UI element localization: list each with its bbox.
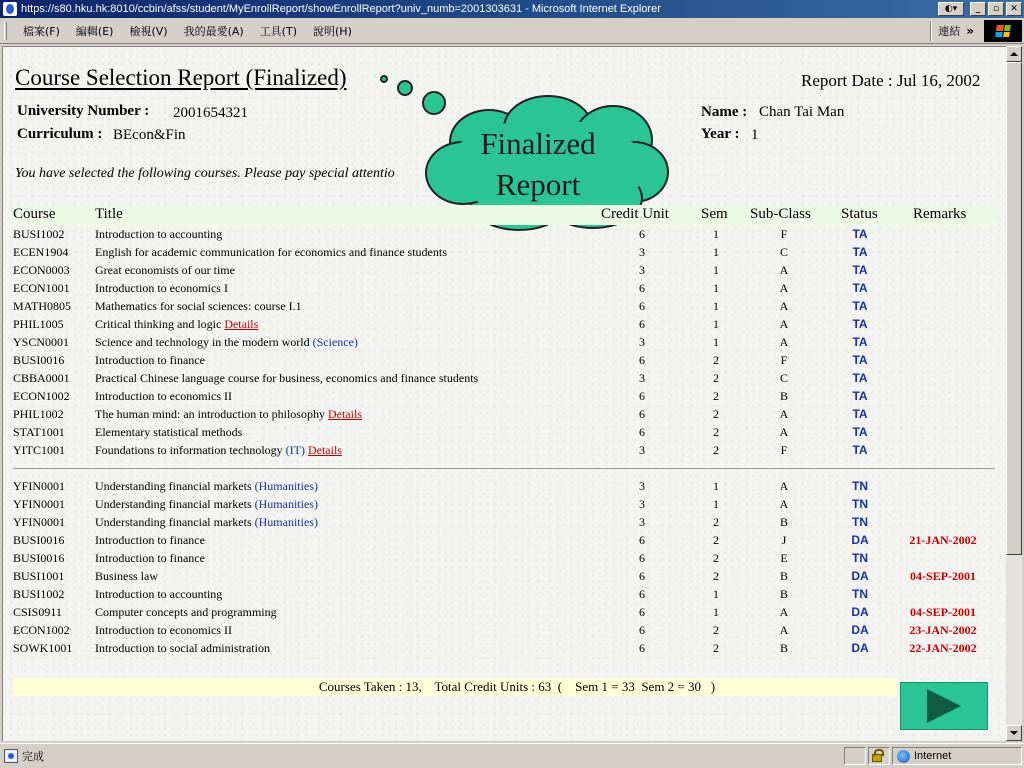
status-code: TA — [852, 299, 868, 313]
sub-class: C — [779, 371, 788, 385]
table-header — [13, 205, 995, 225]
credit-unit: 6 — [639, 299, 645, 313]
course-title: English for academic communication for economics and finance students — [95, 245, 447, 259]
course-code: YITC1001 — [13, 443, 65, 457]
status-code: TA — [852, 353, 868, 367]
semester: 1 — [713, 317, 719, 331]
course-title: Practical Chinese language course for business, economics and finance students — [95, 371, 479, 385]
status-code: TA — [852, 317, 868, 331]
toolbar-grip[interactable] — [4, 22, 7, 40]
course-category-tag: (Humanities) — [254, 497, 318, 511]
course-title: Mathematics for social sciences: course I.1 — [95, 299, 302, 313]
credit-unit: 3 — [639, 515, 645, 529]
status-text: 完成 — [22, 750, 44, 763]
course-code: YSCN0001 — [13, 335, 70, 349]
course-title: Foundations to information technology — [95, 443, 283, 457]
windows-logo-icon — [984, 20, 1022, 42]
bubble-dot-medium — [397, 80, 413, 96]
sub-class: A — [779, 497, 789, 511]
page-done-icon — [4, 749, 18, 763]
course-code: BUSI1002 — [13, 227, 65, 241]
menu-bar — [0, 18, 1024, 44]
course-code: ECON1002 — [13, 389, 70, 403]
table-row — [13, 603, 995, 621]
semester: 2 — [713, 569, 719, 583]
course-title-cell — [95, 281, 228, 296]
table-row — [13, 423, 995, 441]
course-title: Great economists of our time — [95, 263, 235, 277]
page-title: Course Selection Report (Finalized) — [15, 65, 347, 90]
status-code: TA — [852, 281, 868, 295]
sub-class: F — [780, 227, 788, 241]
status-code: TA — [852, 407, 868, 421]
sub-class: B — [779, 641, 788, 655]
table-row — [13, 279, 995, 297]
report-date: Report Date : Jul 16, 2002 — [801, 71, 981, 90]
details-link[interactable]: Details — [224, 317, 259, 331]
course-title-cell — [95, 227, 222, 242]
credit-unit: 3 — [639, 497, 645, 511]
semester: 1 — [713, 263, 719, 277]
course-code: SOWK1001 — [13, 641, 73, 655]
table-row — [13, 585, 995, 603]
zone-label: Internet — [914, 750, 952, 762]
details-link[interactable]: Details — [307, 443, 342, 457]
credit-unit: 6 — [639, 623, 645, 637]
course-code: BUSI1002 — [13, 587, 65, 601]
course-title: Business law — [95, 569, 158, 583]
status-code: TN — [852, 497, 868, 511]
status-pane-lock — [868, 747, 890, 765]
course-title-cell — [95, 497, 318, 512]
status-code: TA — [852, 263, 868, 277]
course-title-cell — [95, 479, 318, 494]
scroll-thumb[interactable] — [1006, 62, 1022, 555]
semester: 1 — [713, 479, 719, 493]
table-row — [13, 243, 995, 261]
credit-unit: 6 — [639, 353, 645, 367]
status-bar — [0, 743, 1024, 768]
semester: 2 — [713, 389, 719, 403]
course-code: YFIN0001 — [13, 497, 66, 511]
summary-line: Courses Taken : 13, Total Credit Units : 63 ( Sem 1 = 33 Sem 2 = 30 ) — [13, 678, 897, 696]
status-code: TA — [852, 389, 868, 403]
course-title-cell — [95, 569, 158, 584]
col-credit-unit: Credit Unit — [601, 206, 669, 222]
table-row — [13, 567, 995, 585]
ie-icon — [3, 2, 17, 16]
sub-class: B — [779, 389, 788, 403]
semester: 1 — [713, 245, 719, 259]
credit-unit: 6 — [639, 227, 645, 241]
status-code: TN — [852, 479, 868, 493]
status-code: TA — [852, 371, 868, 385]
course-title: Introduction to social administration — [95, 641, 270, 655]
course-code: BUSI0016 — [13, 533, 65, 547]
semester: 2 — [713, 551, 719, 565]
minimize-button[interactable]: _ — [970, 2, 986, 16]
table-row — [13, 297, 995, 315]
sub-class: A — [779, 407, 789, 421]
course-title: Introduction to economics II — [95, 389, 232, 403]
col-subclass: Sub-Class — [750, 206, 811, 222]
course-title: Understanding financial markets — [95, 497, 252, 511]
credit-unit: 6 — [639, 605, 645, 619]
table-row — [13, 513, 995, 531]
page-content — [2, 46, 1006, 741]
links-label: 連結 — [938, 24, 961, 38]
credit-unit: 3 — [639, 371, 645, 385]
semester: 2 — [713, 623, 719, 637]
table-row — [13, 639, 995, 657]
semester: 2 — [713, 641, 719, 655]
credit-unit: 3 — [639, 245, 645, 259]
semester: 2 — [713, 425, 719, 439]
status-code: TA — [852, 245, 868, 259]
menu-tools[interactable]: 工具(T) — [259, 24, 297, 38]
course-title-cell — [95, 623, 232, 638]
course-title-cell — [95, 443, 342, 458]
table-row — [13, 477, 995, 495]
course-code: ECON1001 — [13, 281, 70, 295]
course-code: BUSI1001 — [13, 569, 65, 583]
sub-class: A — [779, 281, 789, 295]
intro-text: You have selected the following courses. Please pay special attentio — [15, 166, 395, 181]
sub-class: A — [779, 623, 789, 637]
remark-date: 04-SEP-2001 — [910, 569, 976, 583]
course-category-tag: (Humanities) — [254, 479, 318, 493]
course-title: Introduction to economics II — [95, 623, 232, 637]
course-code: PHIL1002 — [13, 407, 64, 421]
course-title-cell — [95, 263, 235, 278]
credit-unit: 6 — [639, 389, 645, 403]
sub-class: B — [779, 515, 788, 529]
course-title-cell — [95, 425, 242, 440]
menu-favorites[interactable]: 我的最愛(A) — [183, 24, 244, 38]
credit-unit: 6 — [639, 317, 645, 331]
univ-number-value: 2001654321 — [173, 105, 248, 121]
course-title-cell — [95, 317, 258, 332]
course-category-tag: (Science) — [312, 335, 358, 349]
curriculum-value: BEcon&Fin — [113, 127, 186, 143]
course-title: Introduction to finance — [95, 533, 205, 547]
semester: 2 — [713, 443, 719, 457]
maximize-button[interactable]: ▫ — [988, 2, 1004, 16]
course-title-cell — [95, 353, 205, 368]
semester: 2 — [713, 515, 719, 529]
sub-class: A — [779, 335, 789, 349]
semester: 2 — [713, 533, 719, 547]
status-code: TA — [852, 443, 868, 457]
bubble-dot-small — [380, 75, 388, 83]
sub-class: A — [779, 263, 789, 277]
course-title: Critical thinking and logic — [95, 317, 222, 331]
status-pane-zone — [892, 747, 1022, 765]
status-code: DA — [851, 623, 869, 637]
table-row — [13, 351, 995, 369]
col-sem: Sem — [701, 206, 728, 222]
name-label: Name : — [701, 104, 748, 120]
credit-unit: 3 — [639, 263, 645, 277]
table-row — [13, 495, 995, 513]
status-code: TA — [852, 335, 868, 349]
semester: 1 — [713, 299, 719, 313]
sub-class: A — [779, 479, 789, 493]
credit-unit: 3 — [639, 335, 645, 349]
menu-view[interactable]: 檢視(V) — [129, 24, 168, 38]
sub-class: C — [779, 245, 788, 259]
course-title-cell — [95, 245, 447, 260]
sub-class: J — [781, 533, 787, 547]
table-row — [13, 405, 995, 423]
table-row — [13, 333, 995, 351]
course-code: PHIL1005 — [13, 317, 64, 331]
course-code: BUSI0016 — [13, 353, 65, 367]
vertical-scrollbar[interactable] — [1006, 46, 1022, 741]
remark-date: 04-SEP-2001 — [910, 605, 976, 619]
sub-class: E — [780, 551, 788, 565]
sub-class: B — [779, 569, 788, 583]
course-title: Introduction to finance — [95, 551, 205, 565]
course-code: YFIN0001 — [13, 479, 66, 493]
course-title-cell — [95, 641, 270, 656]
credit-unit: 6 — [639, 569, 645, 583]
sub-class: A — [779, 605, 789, 619]
year-label: Year : — [701, 126, 740, 142]
credit-unit: 3 — [639, 443, 645, 457]
year-value: 1 — [751, 127, 759, 143]
course-code: ECON1002 — [13, 623, 70, 637]
status-pane-empty — [844, 747, 866, 765]
col-status: Status — [841, 206, 878, 222]
remark-date: 22-JAN-2002 — [909, 641, 977, 655]
name-value: Chan Tai Man — [759, 104, 845, 120]
remark-date: 21-JAN-2002 — [909, 533, 977, 547]
sub-class: B — [779, 587, 788, 601]
menu-edit[interactable]: 編輯(E) — [75, 24, 114, 38]
semester: 1 — [713, 497, 719, 511]
semester: 1 — [713, 335, 719, 349]
course-code: CSIS0911 — [13, 605, 62, 619]
window-title: https://s80.hku.hk:8010/ccbin/afss/student/MyEnrollReport/showEnrollReport?univ_numb=2001303631 - Microsoft Internet Explorer — [21, 3, 661, 15]
nav-dropdown-button[interactable]: ◐▾ — [938, 2, 964, 16]
table-row — [13, 621, 995, 639]
credit-unit: 6 — [639, 407, 645, 421]
credit-unit: 6 — [639, 425, 645, 439]
sub-class: A — [779, 317, 789, 331]
table-row — [13, 369, 995, 387]
course-title: Understanding financial markets — [95, 479, 252, 493]
lock-icon — [872, 754, 882, 762]
credit-unit: 3 — [639, 479, 645, 493]
remark-date: 23-JAN-2002 — [909, 623, 977, 637]
credit-unit: 6 — [639, 551, 645, 565]
status-code: TA — [852, 425, 868, 439]
status-code: DA — [851, 605, 869, 619]
menu-file[interactable]: 檔案(F) — [23, 24, 60, 38]
credit-unit: 6 — [639, 533, 645, 547]
details-link[interactable]: Details — [327, 407, 362, 421]
menu-help[interactable]: 說明(H) — [313, 24, 352, 38]
course-title: Science and technology in the modern world — [95, 335, 310, 349]
credit-unit: 6 — [639, 281, 645, 295]
course-title-cell — [95, 371, 478, 386]
course-code: BUSI0016 — [13, 551, 65, 565]
sub-class: F — [780, 353, 788, 367]
course-title: Introduction to accounting — [95, 587, 223, 601]
course-code: STAT1001 — [13, 425, 65, 439]
course-category-tag: (Humanities) — [254, 515, 318, 529]
table-row — [13, 549, 995, 567]
sub-class: A — [779, 299, 789, 313]
course-title-cell — [95, 587, 222, 602]
course-title: Introduction to accounting — [95, 227, 223, 241]
window-title-bar — [0, 0, 1024, 18]
next-button[interactable] — [900, 682, 988, 730]
course-title-cell — [95, 533, 205, 548]
col-course: Course — [13, 206, 56, 222]
status-code: TN — [852, 515, 868, 529]
table-row — [13, 225, 995, 243]
semester: 1 — [713, 587, 719, 601]
status-code: TN — [852, 551, 868, 565]
credit-unit: 6 — [639, 587, 645, 601]
table-row — [13, 315, 995, 333]
course-title-cell — [95, 335, 358, 350]
curriculum-label: Curriculum : — [17, 126, 103, 142]
table-row — [13, 261, 995, 279]
course-code: MATH0805 — [13, 299, 72, 313]
table-row — [13, 441, 995, 459]
status-code: DA — [851, 641, 869, 655]
table-row — [13, 531, 995, 549]
links-toolbar[interactable] — [932, 23, 980, 39]
course-code: YFIN0001 — [13, 515, 66, 529]
course-title-cell — [95, 515, 318, 530]
semester: 2 — [713, 353, 719, 367]
col-title: Title — [95, 206, 123, 222]
course-code: ECON0003 — [13, 263, 70, 277]
table-divider — [13, 468, 995, 469]
course-title: Elementary statistical methods — [95, 425, 243, 439]
chevron-right-icon[interactable]: » — [966, 23, 974, 38]
course-title: The human mind: an introduction to philosophy — [95, 407, 325, 421]
semester: 1 — [713, 605, 719, 619]
status-code: DA — [851, 533, 869, 547]
course-code: CBBA0001 — [13, 371, 70, 385]
course-code: ECEN1904 — [13, 245, 69, 259]
status-code: DA — [851, 569, 869, 583]
status-code: TA — [852, 227, 868, 241]
status-code: TN — [852, 587, 868, 601]
sub-class: F — [780, 443, 788, 457]
finalized-bubble-text: Finalized Report — [480, 126, 596, 202]
semester: 2 — [713, 407, 719, 421]
table-row — [13, 387, 995, 405]
course-title: Introduction to finance — [95, 353, 205, 367]
play-arrow-icon — [927, 689, 961, 723]
univ-number-label: University Number : — [17, 103, 150, 119]
course-title: Introduction to economics I — [95, 281, 228, 295]
course-title-cell — [95, 389, 232, 404]
course-title-cell — [95, 299, 302, 314]
semester: 1 — [713, 227, 719, 241]
semester: 2 — [713, 371, 719, 385]
course-title: Computer concepts and programming — [95, 605, 277, 619]
col-remarks: Remarks — [913, 206, 967, 222]
course-title-cell — [95, 605, 277, 620]
semester: 1 — [713, 281, 719, 295]
course-title-cell — [95, 407, 362, 422]
scroll-down-button[interactable] — [1006, 725, 1022, 741]
sub-class: A — [779, 425, 789, 439]
course-title-cell — [95, 551, 205, 566]
scroll-up-button[interactable] — [1006, 46, 1022, 62]
globe-icon — [897, 750, 910, 763]
credit-unit: 6 — [639, 641, 645, 655]
course-title: Understanding financial markets — [95, 515, 252, 529]
close-button[interactable]: ✕ — [1006, 2, 1022, 16]
course-category-tag: (IT) — [285, 443, 305, 457]
